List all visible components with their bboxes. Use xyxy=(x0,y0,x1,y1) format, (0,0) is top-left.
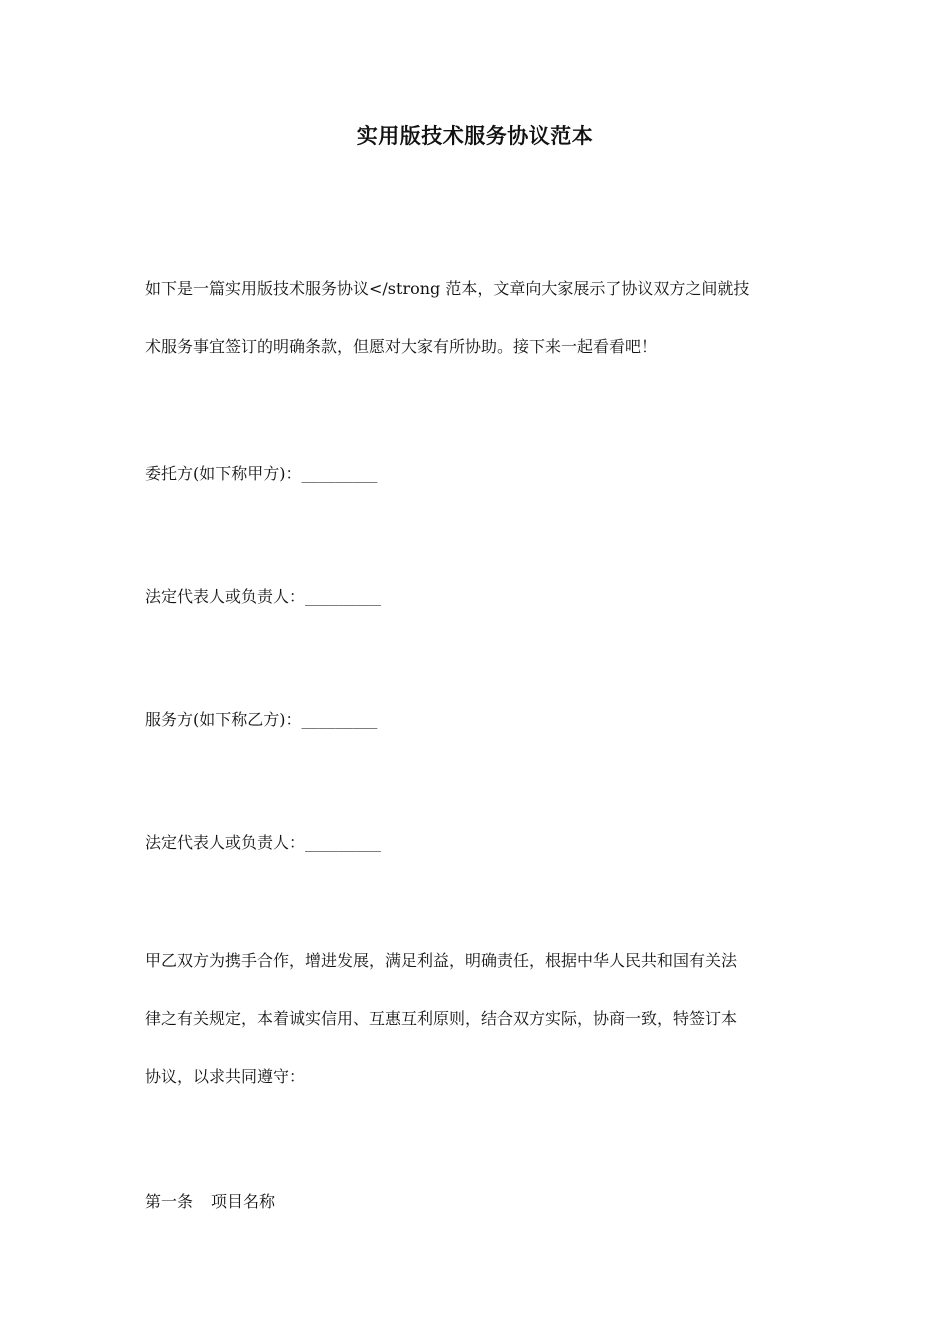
field-label: 法定代表人或负责人： xyxy=(145,833,306,852)
preamble-paragraph xyxy=(145,932,805,1106)
client-representative-field xyxy=(145,584,381,607)
field-label: 服务方(如下称乙方)： xyxy=(145,710,302,729)
field-label: 法定代表人或负责人： xyxy=(145,587,306,606)
article-1-heading xyxy=(145,1189,275,1212)
fill-in-blank: _________ xyxy=(305,836,381,852)
fill-in-blank: _________ xyxy=(301,713,378,729)
service-representative-field xyxy=(145,830,381,853)
preamble-line-3: 协议，以求共同遵守： xyxy=(145,1067,306,1086)
intro-line-1: 如下是一篇实用版技术服务协议</strong 范本，文章向大家展示了协议双方之间就技 xyxy=(145,279,750,298)
preamble-line-2: 律之有关规定，本着诚实信用、互惠互利原则，结合双方实际，协商一致，特签订本 xyxy=(145,1009,738,1028)
client-party-field xyxy=(145,461,377,484)
article-title: 项目名称 xyxy=(211,1192,276,1211)
intro-paragraph xyxy=(145,260,805,376)
document-title: 实用版技术服务协议范本 xyxy=(356,124,594,148)
article-number: 第一条 xyxy=(145,1192,194,1211)
field-label: 委托方(如下称甲方)： xyxy=(145,464,302,483)
fill-in-blank: _________ xyxy=(301,467,378,483)
service-party-field xyxy=(145,707,377,730)
preamble-line-1: 甲乙双方为携手合作，增进发展，满足利益，明确责任，根据中华人民共和国有关法 xyxy=(145,951,738,970)
intro-line-2: 术服务事宜签订的明确条款，但愿对大家有所协助。接下来一起看看吧！ xyxy=(145,337,658,356)
fill-in-blank: _________ xyxy=(305,590,381,606)
